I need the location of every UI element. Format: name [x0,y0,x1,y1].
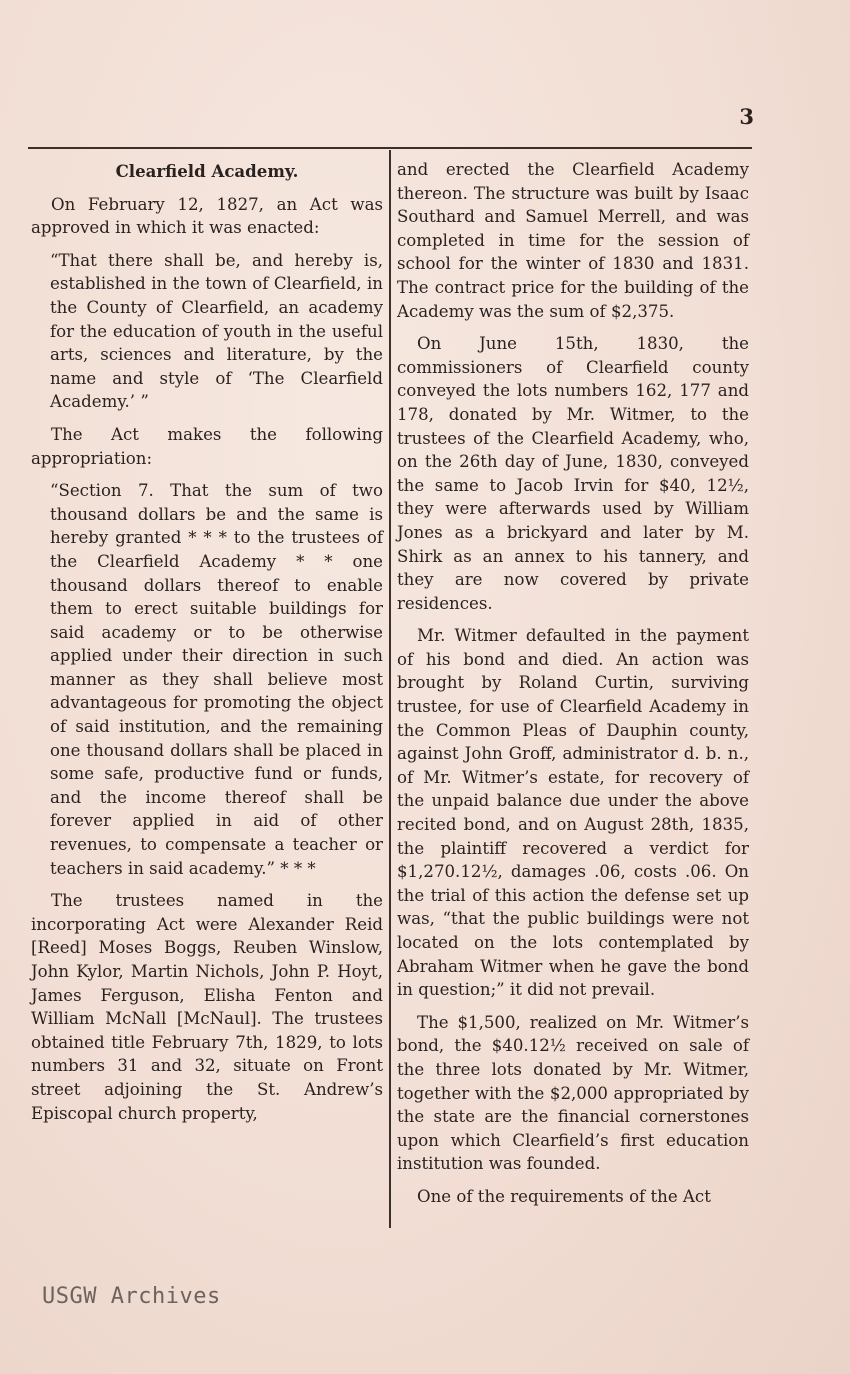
quote-text: “Section 7. That the sum of two thousand dollars be and the same is hereby granted * * * to the trustees of the Clearfield Academy * * one thousand dollars thereof to enable them to erect suitable buildings for said academy or to be otherwise applied under their direction in such manner as they shall believe most advantageous for promoting the object of said institution, and the remaining one thousand dollars shall be placed in some safe, productive fund or funds, and the income thereof shall be forever applied in aid of other revenues, to compensate a teacher or teachers in said academy.” * * * [50,481,383,878]
paragraph: The trustees named in the incorporating Act were Alexander Reid [Reed] Moses Boggs, Reuben Winslow, John Kylor, Martin Nichols, John P. Hoyt, James Ferguson, Elisha Fenton and William McNall [McNaul]. The trustees obtained title February 7th, 1829, to lots numbers 31 and 32, situate on Front street adjoining the St. Andrew’s Episcopal church property, [31,891,383,1123]
paragraph: The Act makes the following appropriation: [31,424,383,468]
header-rule [28,147,752,149]
paragraph: Mr. Witmer defaulted in the payment of his bond and died. An action was brought by Roland Curtin, surviving trustee, for use of Clearfield Academy in the Common Pleas of Dauphin county, against John Groff, administrator d. b. n., of Mr. Witmer’s estate, for recovery of the unpaid balance due under the above recited bond, and on August 28th, 1835, the plaintiff recovered a verdict for $1,270.12½, damages .06, costs .06. On the trial of this action the defense set up was, “that the public buildings were not located on the lots contemplated by Abraham Witmer when he gave the bond in question;” it did not prevail. [397,626,749,1000]
page-number: 3 [739,104,754,129]
left-column [31,158,383,1134]
paragraph: One of the requirements of the Act [417,1186,711,1206]
watermark: USGW Archives [42,1284,221,1309]
paragraph: and erected the Clearfield Academy thereon. The structure was built by Isaac Southard and Samuel Merrell, and was completed in time for the session of school for the winter of 1830 and 1831. The contract price for the building of the Academy was the sum of $2,375. [397,160,749,321]
section-heading: Clearfield Academy. [115,161,299,181]
paragraph: On February 12, 1827, an Act was approved in which it was enacted: [31,194,383,238]
block-quote [50,479,383,880]
quote-text: “That there shall be, and hereby is, established in the town of Clearfield, in the County of Clearfield, an academy for the education of youth in the useful arts, sciences and literature, by the name and style of ‘The Clearfield Academy.’ ” [50,250,383,412]
block-quote [50,249,383,414]
paragraph: On June 15th, 1830, the commissioners of Clearfield county conveyed the lots numbers 162, 177 and 178, donated by Mr. Witmer, to the trustees of the Clearfield Academy, who, on the 26th day of June, 1830, conveyed the same to Jacob Irvin for $40, 12½, they were afterwards used by William Jones as a brickyard and later by M. Shirk as an annex to his tannery, and they are now covered by private residences. [397,334,749,613]
column-divider [389,150,391,1228]
right-column [397,158,749,1218]
paragraph: The $1,500, realized on Mr. Witmer’s bond, the $40.12½ received on sale of the three lots donated by Mr. Witmer, together with the $2,000 appropriated by the state are the financial cornerstones upon which Clearfield’s first education institution was founded. [397,1012,749,1174]
